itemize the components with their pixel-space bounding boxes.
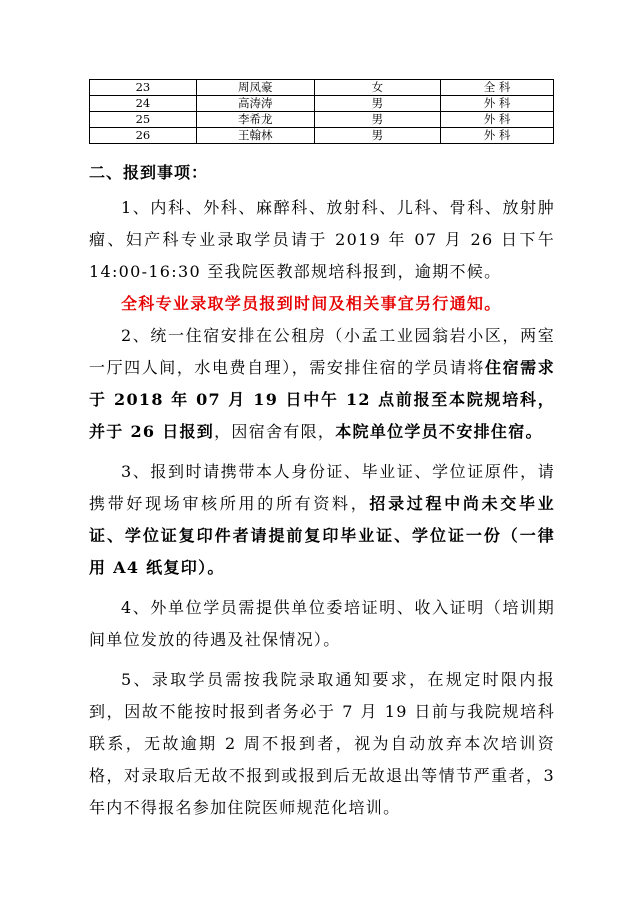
item-3-paragraph — [89, 456, 555, 584]
section-title: 二、报到事项： — [89, 163, 209, 182]
item-2-bold-deadline: 住宿需求于 2018 年 07 月 19 日中午 12 点前报至本院规培科，并于 26 日报到 — [89, 358, 555, 441]
table-cell: 周凤豪 — [196, 80, 314, 96]
table-row — [90, 112, 554, 128]
table-cell: 26 — [90, 128, 197, 144]
table-cell: 外 科 — [441, 128, 554, 144]
table-row — [90, 128, 554, 144]
table-row — [90, 96, 554, 112]
table-cell: 25 — [90, 112, 197, 128]
item-3-bold-text: 招录过程中尚未交毕业证、学位证复印件者请提前复印毕业证、学位证一份（一律用 A4 纸复印）。 — [89, 494, 555, 577]
item-2-bold-no-housing: 本院单位学员不安排住宿。 — [335, 422, 543, 441]
table-cell: 女 — [314, 80, 441, 96]
item-5-text: 5、录取学员需按我院录取通知要求，在规定时限内报到，因故不能按时报到者务必于 7 月 19 日前与我院规培科联系，无故逾期 2 周不报到者，视为自动放弃本次培训资格，对录取后无故不报到或报到后无故退出等情节严重者，3 年内不得报名参加住院医师规范化培训。 — [89, 670, 555, 817]
trainee-table — [89, 79, 554, 144]
table-cell: 男 — [314, 128, 441, 144]
item-5-paragraph — [89, 664, 555, 824]
table-cell: 男 — [314, 112, 441, 128]
item-4-paragraph — [89, 592, 555, 656]
table-cell: 李希龙 — [196, 112, 314, 128]
table-cell: 24 — [90, 96, 197, 112]
general-practice-notice: 全科专业录取学员报到时间及相关事宜另行通知。 — [121, 294, 502, 313]
table-cell: 23 — [90, 80, 197, 96]
table-cell: 王翰林 — [196, 128, 314, 144]
table-cell: 全 科 — [441, 80, 554, 96]
item-3-text: 3、报到时请携带本人身份证、毕业证、学位证原件，请携带好现场审核所用的所有资料， — [89, 462, 555, 513]
table-cell: 外 科 — [441, 112, 554, 128]
item-2-text-mid: ，因宿舍有限， — [214, 422, 336, 441]
item-2-text: 2、统一住宿安排在公租房（小孟工业园翁岩小区，两室一厅四人间，水电费自理），需安排住宿的学员请将 — [89, 326, 555, 377]
table-cell: 外 科 — [441, 96, 554, 112]
item-4-text: 4、外单位学员需提供单位委培证明、收入证明（培训期间单位发放的待遇及社保情况）。 — [89, 598, 555, 649]
table-row — [90, 80, 554, 96]
item-1-paragraph — [89, 192, 555, 288]
item-2-paragraph — [89, 320, 555, 448]
item-1-text: 1、内科、外科、麻醉科、放射科、儿科、骨科、放射肿瘤、妇产科专业录取学员请于 2019 年 07 月 26 日下午 14:00-16:30 至我院医教部规培科报到，逾期不候。 — [89, 198, 555, 281]
table-cell: 高涛涛 — [196, 96, 314, 112]
table-cell: 男 — [314, 96, 441, 112]
